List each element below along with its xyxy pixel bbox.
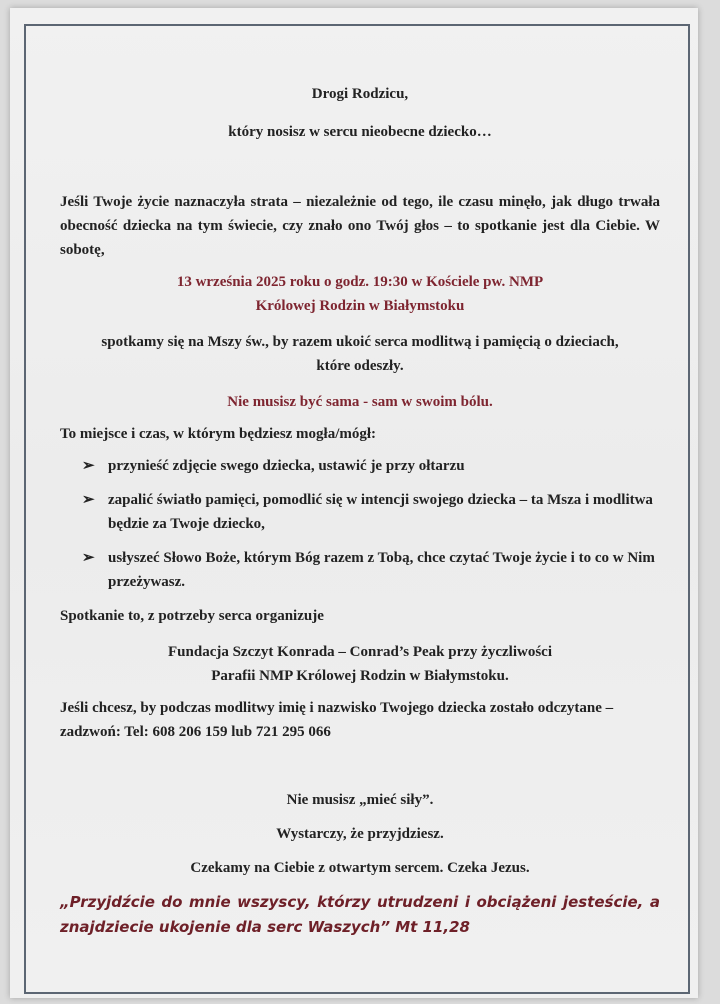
arrow-bullet-icon: ➢ [82,492,95,508]
mass-paragraph: spotkamy się na Mszy św., by razem ukoić serca modlitwą i pamięcią o dzieciach, które odeszły. [101,334,619,374]
arrow-bullet-icon: ➢ [82,550,95,566]
sub-salutation: który nosisz w sercu nieobecne dziecko… [228,124,492,140]
salutation: Drogi Rodzicu, [311,86,409,102]
letter-content [60,68,660,940]
list-item [60,488,660,536]
closing-line-3: Czekamy na Ciebie z otwartym sercem. Czeka Jezus. [190,860,530,876]
paper-sheet [10,8,698,998]
not-alone-line: Nie musisz być sama - sam w swoim bólu. [227,394,493,410]
list-item [60,454,660,478]
list-item [60,546,660,594]
bullet-list [60,454,660,594]
event-date-line: 13 września 2025 roku o godz. 19:30 w Kościele pw. NMP [176,274,544,290]
list-intro: To miejsce i czas, w którym będziesz mogła/mógł: [60,426,377,442]
event-location-line: Królowej Rodzin w Białymstoku [255,298,465,314]
list-item-text: zapalić światło pamięci, pomodlić się w intencji swojego dziecka – ta Msza i modlitwa będzie za Twoje dziecko, [108,492,653,532]
organizer-line-1: Fundacja Szczyt Konrada – Conrad’s Peak przy życzliwości [168,644,552,660]
organizer-line-2: Parafii NMP Królowej Rodzin w Białymstoku. [211,668,509,684]
intro-paragraph: Jeśli Twoje życie naznaczyła strata – niezależnie od tego, ile czasu minęło, jak długo trwała obecność dziecka na tym świecie, czy znało ono Twój głos – to spotkanie jest dla Ciebie. W sobotę, [60,194,660,258]
list-item-text: usłyszeć Słowo Boże, którym Bóg razem z Tobą, chce czytać Twoje życie i to co w Nim przeżywasz. [108,550,655,590]
bible-quote: „Przyjdźcie do mnie wszyscy, którzy utrudzeni i obciążeni jesteście, a znajdziecie ukojenie dla serc Waszych” Mt 11,28 [60,893,660,936]
phone-paragraph: Jeśli chcesz, by podczas modlitwy imię i nazwisko Twojego dziecka zostało odczytane – zadzwoń: Tel: 608 206 159 lub 721 295 066 [60,700,614,740]
list-item-text: przynieść zdjęcie swego dziecka, ustawić je przy ołtarzu [108,458,465,474]
closing-line-1: Nie musisz „mieć siły”. [286,792,434,808]
arrow-bullet-icon: ➢ [82,458,95,474]
organizer-intro: Spotkanie to, z potrzeby serca organizuje [60,608,324,624]
closing-line-2: Wystarczy, że przyjdziesz. [276,826,444,842]
